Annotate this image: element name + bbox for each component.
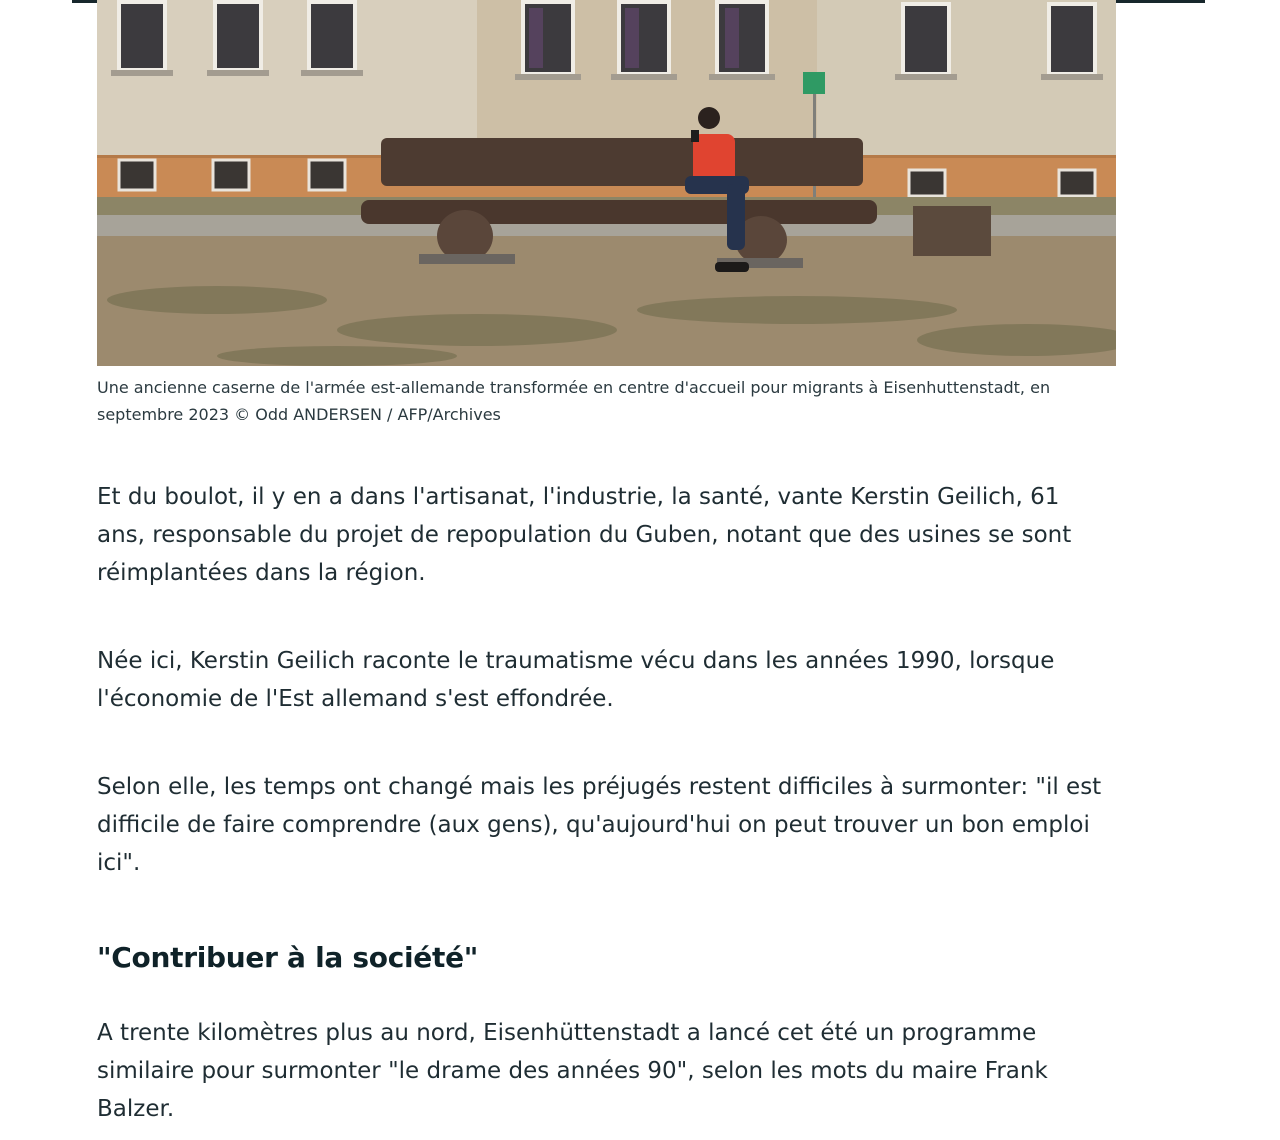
article-paragraph: Et du boulot, il y en a dans l'artisanat, l'industrie, la santé, vante Kerstin Geilich, 61 ans, responsable du projet de repopulation du Guben, notant que des usines se sont réimplantées dans la région.	[97, 484, 1072, 586]
article-paragraph: Selon elle, les temps ont changé mais les préjugés restent difficiles à surmonter: "il est difficile de faire comprendre (aux gens), qu'aujourd'hui on peut trouver un bon emploi ici".	[97, 774, 1102, 876]
photo-caption: Une ancienne caserne de l'armée est-allemande transformée en centre d'accueil pour migrants à Eisenhuttenstadt, en septembre 2023 © Odd ANDERSEN / AFP/Archives	[97, 378, 1051, 424]
article-photo[interactable]	[97, 0, 1116, 366]
article-paragraph: Née ici, Kerstin Geilich raconte le traumatisme vécu dans les années 1990, lorsque l'économie de l'Est allemand s'est effondrée.	[97, 648, 1055, 712]
article-paragraph: A trente kilomètres plus au nord, Eisenhüttenstadt a lancé cet été un programme similaire pour surmonter "le drame des années 90", selon les mots du maire Frank Balzer.	[97, 1020, 1048, 1122]
section-subheading: "Contribuer à la société"	[97, 941, 479, 974]
article-body	[97, 0, 1117, 1128]
photo-building-bench-image	[97, 0, 1116, 366]
